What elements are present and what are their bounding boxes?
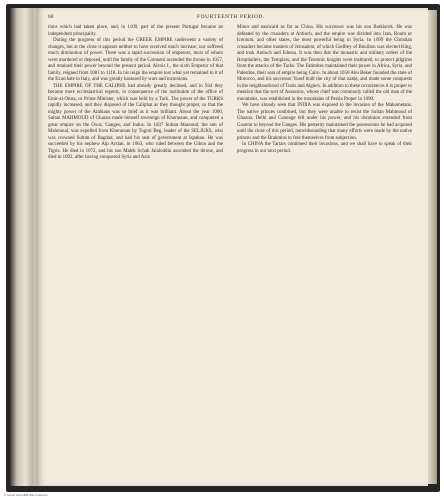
paragraph: tions which had taken place, and, in 1109, part of the present Portugal became an independent principality. [48,25,223,37]
paragraph: We have already seen that INDIA was exposed to the invasion of the Mahometans. The native princes combined, but they were unable to resist the Sultan Mahmoud of Ghazna. Delhi and Canouge fell under his power, and his dominion extended from Guzerat to beyond the Ganges. His posterity maintained the possessions he had acquired until the close of this period, notwithstanding that many efforts were made by the native princes and the Brahmins to free themselves from subjection. [237,103,412,141]
text-columns [48,25,412,315]
page-gutter [10,8,38,486]
right-column [237,25,412,315]
running-head: FOURTEENTH PERIOD. [197,14,265,20]
paragraph: In CHINA the Tartars continued their invasions, and we shall have to speak of their progress in our next period. [237,142,412,154]
page-edge-stack [427,10,437,484]
paragraph: During the progress of this period the GREEK EMPIRE underwent a variety of changes, but at the close it appears neither to have received much increase, nor suffered much diminution of power. There was a rapid succession of emperors, most of whom were murdered or deposed, until the family of the Comneni ascended the throne in 1057, and retained their power beyond the present period. Alexis I., the sixth Emperor of that family, reigned from 1081 to 1118. In his reign the empire lost what yet remained to it of the Exarchate in Italy, and was greatly harassed by wars and incursions. [48,38,223,82]
left-column [48,25,223,315]
paragraph: THE EMPIRE OF THE CALIPHS had already greatly declined, and in 934 they became mere ecclesiastical regents, in consequence of the institution of the office of Emir-al-Omra, or Prime Minister, which was held by a Turk. The power of the TURKS rapidly increased, and they disposed of the Caliphat as they thought proper, so that the mighty power of the Arabians was so brief as it was brilliant. About the year 1000, Sultan MAHMOUD of Ghazna made himself sovereign of Khorassan, and conquered a great empire on the Oxus, Ganges, and Indus. In 1037 Sultan Massoud, the son of Mahmoud, was expelled from Khorassan by Togrul Beg, leader of the SELJUKS, who was crowned Sultan of Bagdad, and had his seat of government at Ispahan. He was succeeded by his nephew Alp Arslan, in 1063, who ruled between the Gihon and the Tigris. He died in 1072, and his son Malek Schah Jalaloddin ascended the throne, and died in 1092, after having conquered Syria and Asia [48,83,223,160]
page-number: 60 [48,14,54,20]
page-header [48,14,414,24]
scan-credit: © Sacred Texts 1888 (Map Collection) [4,494,48,497]
book-page [36,8,428,486]
paragraph: Minor and eastward as far as China. His successor was his son Barkiarok. He was defeated by the crusaders at Antioch, and the empire was divided into Iran, Roum or Iconium, and other states, the most powerful being in Syria. In 1099 the Christian crusaders became masters of Jerusalem, of which Godfrey of Bouillon was elected King, and took Antioch and Edessa. It was then that the monastic and military orders of the Hospitallers, the Templars, and the Teutonic knights were instituted, to protect pilgrims from the attacks of the Turks. The Fatimites maintained their power in Africa, Syria, and Palestine, their seat of empire being Cairo. In about 1050 Abu Beker founded the state of Morocco, and his successor Yusef built the city of that name, and made some conquests in the neighbourhood of Tunis and Algiers. In addition to these occurrences it is proper to mention that the sect of Assassins, whose chief was commonly called the old man of the mountains, was established in the mountains of Persia Proper in 1090. [237,25,412,102]
